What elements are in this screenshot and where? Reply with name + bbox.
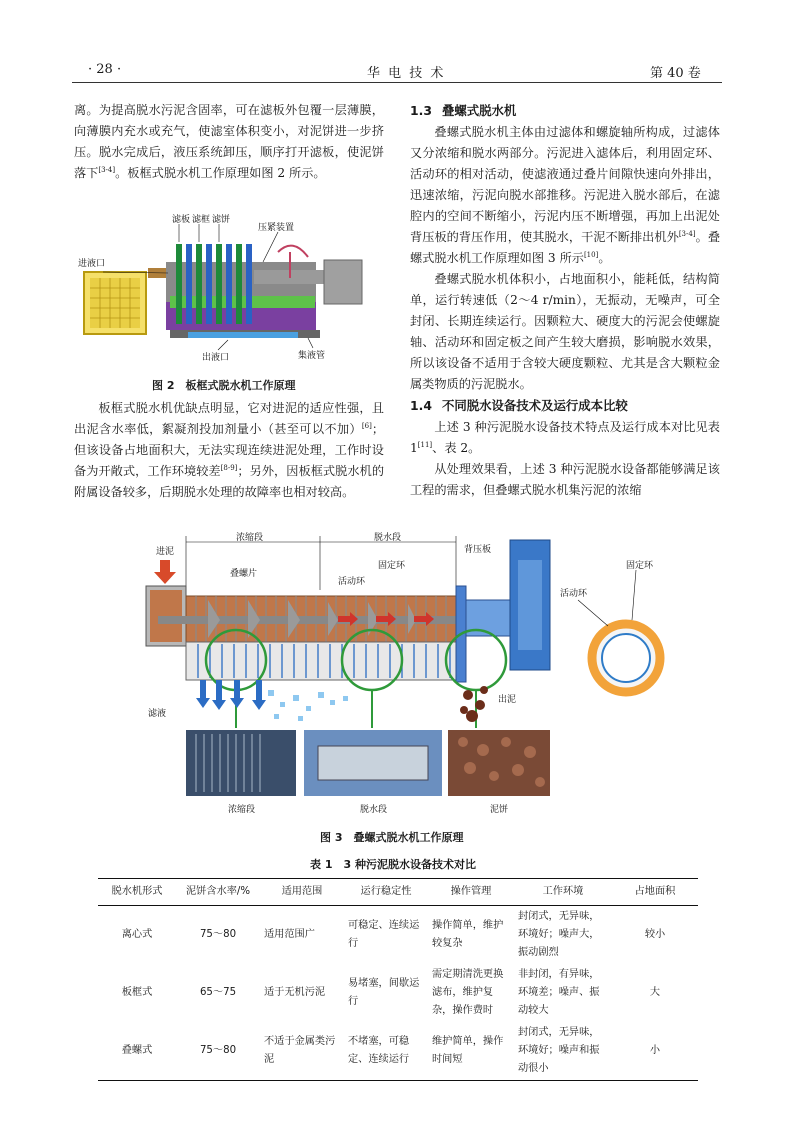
plate-frame-diagram [78, 212, 383, 372]
label-collector: 集液管 [298, 351, 326, 361]
table-cell: 大 [649, 987, 661, 998]
table-cell: 离心式 [121, 929, 153, 940]
table-cell: 较小 [644, 929, 666, 940]
label-photo-cake: 泥饼 [490, 805, 509, 815]
table-cell: 易堵塞，间歇运行 [348, 978, 420, 1007]
label-moving-ring-detail: 活动环 [560, 589, 588, 599]
table-row [98, 964, 698, 1022]
label-thickening-zone: 浓缩段 [236, 533, 264, 543]
label-fixed-ring: 固定环 [378, 561, 406, 571]
label-dewatering-zone: 脱水段 [374, 533, 402, 543]
table-cell: 小 [612, 1022, 698, 1081]
col-header: 适用范围 [260, 879, 344, 906]
table-cell: 封闭式，无异味，环境好；噪声和振动很小 [514, 1022, 612, 1081]
col-header: 操作管理 [428, 879, 514, 906]
label-inlet: 进液口 [78, 259, 106, 269]
label-sludge-inlet: 进泥 [156, 547, 175, 557]
paragraph-4: 叠螺式脱水机体积小，占地面积小，能耗低，结构简单，运行转速低（2～4 r/min），无振动，无噪声，可全封闭、长期连续运行。因颗粒大、硬度大的污泥会使螺旋轴、活动环和固定板之间产生较大磨损，影响脱水效果，所以该设备不适用于含较大硬度颗粒、尤其是含大颗粒金属类物质的污泥脱水。 [410, 272, 720, 391]
label-filter-plate: 滤板 [172, 215, 191, 225]
table-cell: 维护简单，操作时间短 [428, 1022, 514, 1081]
table-cell: 不堵塞，可稳定、连续运行 [344, 1022, 428, 1081]
label-press-device: 压紧装置 [258, 223, 295, 233]
label-filtrate: 滤液 [148, 709, 167, 719]
table-cell: 75～80 [199, 929, 237, 940]
label-sludge-out: 出泥 [498, 695, 517, 705]
table-cell: 适用范围广 [264, 929, 315, 940]
figure-2-caption: 图 2 板框式脱水机工作原理 [152, 379, 296, 392]
label-photo-thickening: 浓缩段 [228, 805, 256, 815]
table-1-caption: 表 1 3 种污泥脱水设备技术对比 [310, 858, 476, 871]
screw-press-diagram [138, 530, 688, 820]
figure-3-caption: 图 3 叠螺式脱水机工作原理 [320, 831, 464, 844]
left-column-bottom [74, 398, 384, 503]
paragraph-1: 离。为提高脱水污泥含固率，可在滤板外包覆一层薄膜，向薄膜内充水或充气，使滤室体积变小，对泥饼进一步挤压。脱水完成后，液压系统卸压，顺序打开滤板，使泥饼落下[3-4]。板框式脱水机工作原理如图 2 所示。 [74, 103, 384, 180]
paragraph-5: 上述 3 种污泥脱水设备技术特点及运行成本对比见表 1[11]、表 2。 [410, 420, 720, 455]
label-filter-frame: 滤框 [192, 215, 211, 225]
table-cell: 非封闭，有异味，环境差；噪声、振动较大 [518, 969, 600, 1016]
col-header: 工作环境 [514, 879, 612, 906]
table-row [98, 906, 698, 965]
table-cell: 可稳定、连续运行 [348, 920, 420, 949]
table-cell: 适于无机污泥 [264, 987, 326, 998]
table-row [98, 1022, 698, 1081]
journal-name: 华 电 技 术 [367, 66, 446, 81]
label-outlet: 出液口 [202, 353, 230, 363]
volume-label: 第 40 卷 [650, 66, 701, 81]
table-cell: 叠螺式 [98, 1022, 176, 1081]
left-column-top [74, 100, 384, 184]
col-header: 运行稳定性 [344, 879, 428, 906]
paragraph-6: 从处理效果看，上述 3 种污泥脱水设备都能够满足该工程的需求，但叠螺式脱水机集污泥的浓缩 [410, 462, 720, 497]
table-cell: 封闭式，无异味，环境好；噪声大，振动剧烈 [518, 911, 600, 958]
table-cell: 65～75 [199, 987, 237, 998]
right-column [410, 100, 720, 501]
table-1 [98, 878, 698, 1081]
label-fixed-ring-detail: 固定环 [626, 561, 654, 571]
table-cell: 操作简单，维护较复杂 [432, 920, 504, 949]
section-1-4-heading: 1.4 不同脱水设备技术及运行成本比较 [410, 398, 628, 413]
table-cell: 板框式 [121, 987, 153, 998]
label-photo-dewatering: 脱水段 [360, 805, 388, 815]
label-back-plate: 背压板 [464, 545, 492, 555]
paragraph-2: 板框式脱水机优缺点明显，它对进泥的适应性强，且出泥含水率低，絮凝剂投加剂量小（甚至可以不加）[6]；但该设备占地面积大，无法实现连续进泥处理，工作时设备为开敞式，工作环境较差[8-9]；另外，因板框式脱水机的附属设备较多，后期脱水处理的故障率也相对较高。 [74, 401, 385, 499]
label-moving-ring: 活动环 [338, 577, 366, 587]
paragraph-3: 叠螺式脱水机主体由过滤体和螺旋轴所构成，过滤体又分浓缩和脱水两部分。污泥进入滤体后，利用固定环、活动环的相对活动，使滤液通过叠片间隙快速向外排出，迅速浓缩，污泥向脱水部推移。污泥进入脱水部后，在滤腔内的空间不断缩小，污泥内压不断增强，再加上出泥处背压板的背压作用，使其脱水，干泥不断排出机外[3-4]。叠螺式脱水机工作原理如图 3 所示[10]。 [410, 125, 721, 265]
figure-2 [78, 212, 383, 376]
col-header: 脱水机形式 [98, 879, 176, 906]
label-stacked-plate: 叠螺片 [230, 569, 258, 579]
table-cell: 75～80 [176, 1022, 260, 1081]
section-1-3-heading: 1.3 叠螺式脱水机 [410, 103, 517, 118]
table-header-row [98, 879, 698, 906]
figure-3 [138, 530, 688, 824]
page-number: · 28 · [88, 62, 122, 77]
label-filter-cake: 滤饼 [212, 215, 231, 225]
col-header: 泥饼含水率/% [176, 879, 260, 906]
col-header: 占地面积 [612, 879, 698, 906]
table-cell: 需定期清洗更换滤布，维护复杂，操作费时 [432, 969, 504, 1016]
table-cell: 不适于金属类污泥 [260, 1022, 344, 1081]
header-rule [72, 82, 722, 83]
